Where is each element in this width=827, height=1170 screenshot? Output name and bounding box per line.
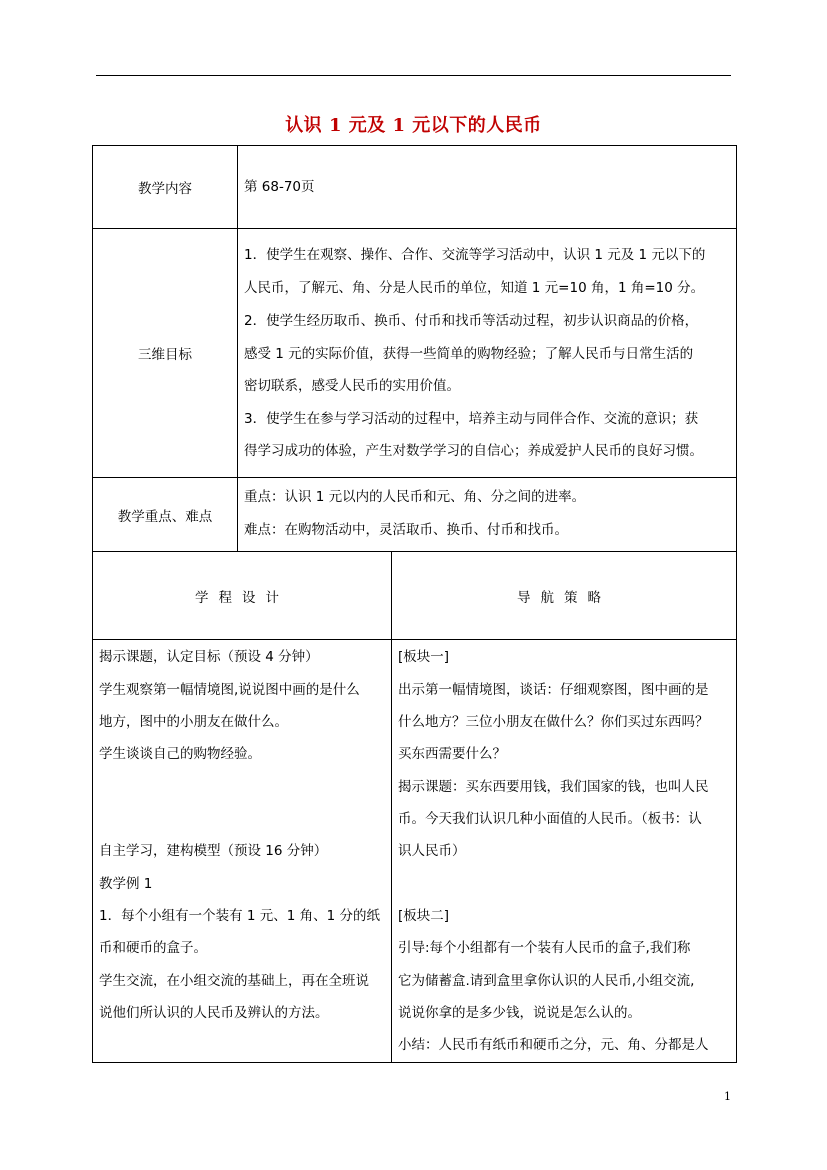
strategy-body-cell: [391, 639, 737, 1063]
strategy-line: 识人民币）: [398, 843, 466, 859]
strategy-line: 说说你拿的是多少钱，说说是怎么认的。: [398, 1005, 641, 1021]
goal-line: 2．使学生经历取币、换币、付币和找币等活动过程，初步认识商品的价格，: [244, 313, 699, 329]
keypoints-value-cell: [237, 477, 737, 552]
page-number: 1: [724, 1090, 731, 1103]
goal-line: 得学习成功的体验，产生对数学学习的自信心；养成爱护人民币的良好习惯。: [244, 443, 703, 459]
design-header: 学程设计: [195, 589, 289, 606]
strategy-line: 买东西需要什么？: [398, 746, 506, 762]
goals-value-cell: [237, 228, 737, 478]
keypoints-label: 教学重点、难点: [117, 508, 213, 525]
design-line: 学生谈谈自己的购物经验。: [99, 746, 261, 762]
strategy-line: [板块二]: [398, 908, 450, 924]
goals-label: 三维目标: [138, 347, 192, 363]
content-value: 第 68-70页: [244, 179, 315, 195]
design-line: 1．每个小组有一个装有 1 元、1 角、1 分的纸: [99, 908, 381, 924]
design-line: 地方，图中的小朋友在做什么。: [99, 714, 288, 730]
goal-line: 密切联系，感受人民币的实用价值。: [244, 378, 460, 394]
design-line: 自主学习，建构模型（预设 16 分钟）: [99, 843, 328, 859]
design-line: 揭示课题，认定目标（预设 4 分钟）: [99, 649, 319, 665]
strategy-line: [板块一]: [398, 649, 450, 665]
content-label-cell: [92, 145, 238, 229]
goals-label-cell: [92, 228, 238, 478]
keypoints-label-cell: [92, 477, 238, 552]
strategy-line: 揭示课题：买东西要用钱，我们国家的钱，也叫人民: [398, 779, 709, 795]
design-line: 学生交流，在小组交流的基础上，再在全班说: [99, 973, 369, 989]
strategy-line: 出示第一幅情境图，谈话：仔细观察图，图中画的是: [398, 682, 709, 698]
strategy-header: 导航策略: [517, 589, 611, 606]
design-header-cell: [92, 551, 392, 640]
strategy-line: 它为储蓄盒.请到盒里拿你认识的人民币,小组交流,: [398, 973, 695, 989]
content-value-cell: [237, 145, 737, 229]
design-body-cell: [92, 639, 392, 1063]
keypoint-line: 难点：在购物活动中，灵活取币、换币、付币和找币。: [244, 522, 568, 538]
page-title: 认识 1 元及 1 元以下的人民币: [285, 115, 542, 136]
header-rule: [96, 75, 731, 76]
strategy-line: 小结：人民币有纸币和硬币之分，元、角、分都是人: [398, 1037, 709, 1053]
goal-line: 3．使学生在参与学习活动的过程中，培养主动与同伴合作、交流的意识；获: [244, 411, 699, 427]
design-line: 学生观察第一幅情境图,说说图中画的是什么: [99, 682, 360, 698]
goal-line: 人民币，了解元、角、分是人民币的单位，知道 1 元=10 角，1 角=10 分。: [244, 280, 705, 296]
design-line: 说他们所认识的人民币及辨认的方法。: [99, 1005, 329, 1021]
design-line: 币和硬币的盒子。: [99, 940, 207, 956]
strategy-header-cell: [391, 551, 737, 640]
content-label: 教学内容: [138, 181, 192, 197]
strategy-line: 引导:每个小组都有一个装有人民币的盒子,我们称: [398, 940, 691, 956]
goal-line: 1．使学生在观察、操作、合作、交流等学习活动中，认识 1 元及 1 元以下的: [244, 247, 706, 263]
keypoint-line: 重点：认识 1 元以内的人民币和元、角、分之间的进率。: [244, 489, 586, 505]
design-line: 教学例 1: [99, 876, 153, 892]
strategy-line: 币。今天我们认识几种小面值的人民币。（板书：认: [398, 811, 702, 827]
goal-line: 感受 1 元的实际价值，获得一些简单的购物经验；了解人民币与日常生活的: [244, 346, 694, 362]
strategy-line: 什么地方？三位小朋友在做什么？你们买过东西吗？: [398, 714, 709, 730]
